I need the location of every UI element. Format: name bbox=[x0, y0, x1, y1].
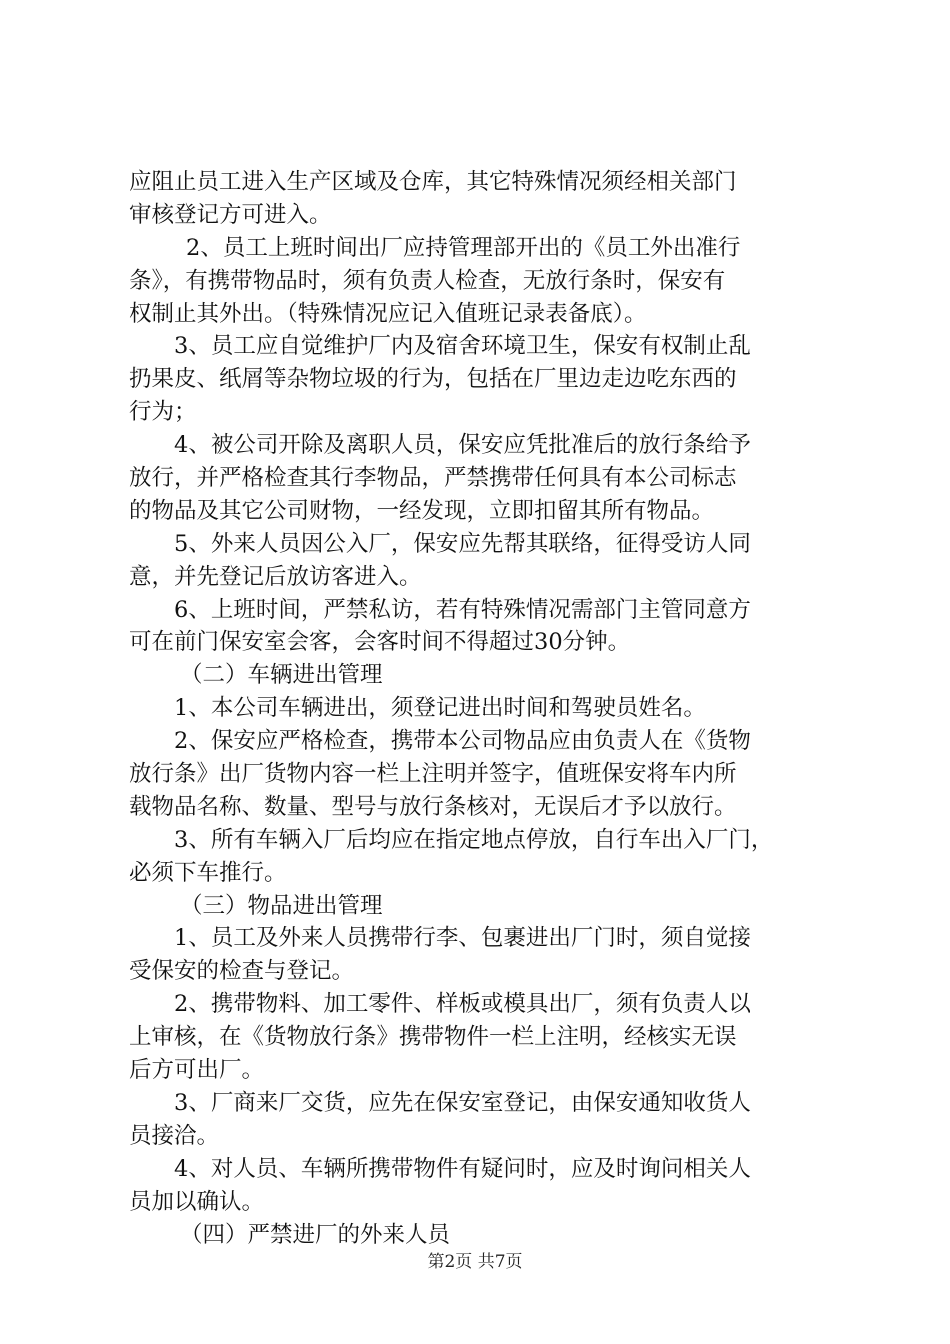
text-line: 审核登记方可进入。 bbox=[129, 201, 332, 228]
text-line: 载物品名称、数量、型号与放行条核对，无误后才予以放行。 bbox=[129, 793, 737, 820]
text-line: 3、所有车辆入厂后均应在指定地点停放，自行车出入厂门， bbox=[174, 826, 774, 853]
text-line: 上审核，在《货物放行条》携带物件一栏上注明，经核实无误 bbox=[129, 1024, 737, 1051]
text-line: 员加以确认。 bbox=[129, 1188, 265, 1215]
text-line: 5、外来人员因公入厂，保安应先帮其联络，征得受访人同 bbox=[174, 530, 751, 557]
text-line: 6、上班时间，严禁私访，若有特殊情况需部门主管同意方 bbox=[174, 596, 751, 623]
document-body bbox=[129, 166, 834, 1251]
text-line: 的物品及其它公司财物，一经发现，立即扣留其所有物品。 bbox=[129, 497, 715, 524]
text-line: 2、员工上班时间出厂应持管理部开出的《员工外出准行 bbox=[186, 234, 741, 261]
text-line: 行为； bbox=[129, 399, 197, 426]
text-line: 后方可出厂。 bbox=[129, 1057, 265, 1084]
text-line: 受保安的检查与登记。 bbox=[129, 958, 355, 985]
text-line: 员接洽。 bbox=[129, 1122, 220, 1149]
section-heading: （二）车辆进出管理 bbox=[180, 662, 383, 689]
page-footer: 第2页 共7页 bbox=[427, 1252, 523, 1272]
text-line: 应阻止员工进入生产区域及仓库，其它特殊情况须经相关部门 bbox=[129, 169, 737, 195]
text-line: 4、对人员、车辆所携带物件有疑问时，应及时询问相关人 bbox=[174, 1155, 751, 1182]
text-line: 权制止其外出。（特殊情况应记入值班记录表备底）。 bbox=[129, 300, 647, 327]
text-line: 3、厂商来厂交货，应先在保安室登记，由保安通知收货人 bbox=[174, 1089, 751, 1116]
text-line: 可在前门保安室会客，会客时间不得超过30分钟。 bbox=[129, 629, 631, 656]
text-line: 放行条》出厂货物内容一栏上注明并签字，值班保安将车内所 bbox=[129, 761, 737, 788]
text-line: 扔果皮、纸屑等杂物垃圾的行为，包括在厂里边走边吃东西的 bbox=[129, 366, 737, 393]
text-line: 放行，并严格检查其行李物品，严禁携带任何具有本公司标志 bbox=[129, 465, 737, 492]
section-heading: （四）严禁进厂的外来人员 bbox=[180, 1221, 451, 1248]
text-line: 意，并先登记后放访客进入。 bbox=[129, 563, 422, 590]
text-line: 4、被公司开除及离职人员，保安应凭批准后的放行条给予 bbox=[174, 432, 751, 459]
text-line: 1、员工及外来人员携带行李、包裹进出厂门时，须自觉接 bbox=[174, 925, 751, 952]
text-line: 1、本公司车辆进出，须登记进出时间和驾驶员姓名。 bbox=[174, 695, 706, 722]
text-line: 条》，有携带物品时，须有负责人检查，无放行条时，保安有 bbox=[129, 267, 726, 294]
text-line: 2、携带物料、加工零件、样板或模具出厂，须有负责人以 bbox=[174, 991, 751, 1018]
section-heading: （三）物品进出管理 bbox=[180, 892, 383, 919]
text-line: 2、保安应严格检查，携带本公司物品应由负责人在《货物 bbox=[174, 728, 751, 755]
text-line: 3、员工应自觉维护厂内及宿舍环境卫生，保安有权制止乱 bbox=[174, 333, 751, 360]
text-line: 必须下车推行。 bbox=[129, 859, 287, 886]
